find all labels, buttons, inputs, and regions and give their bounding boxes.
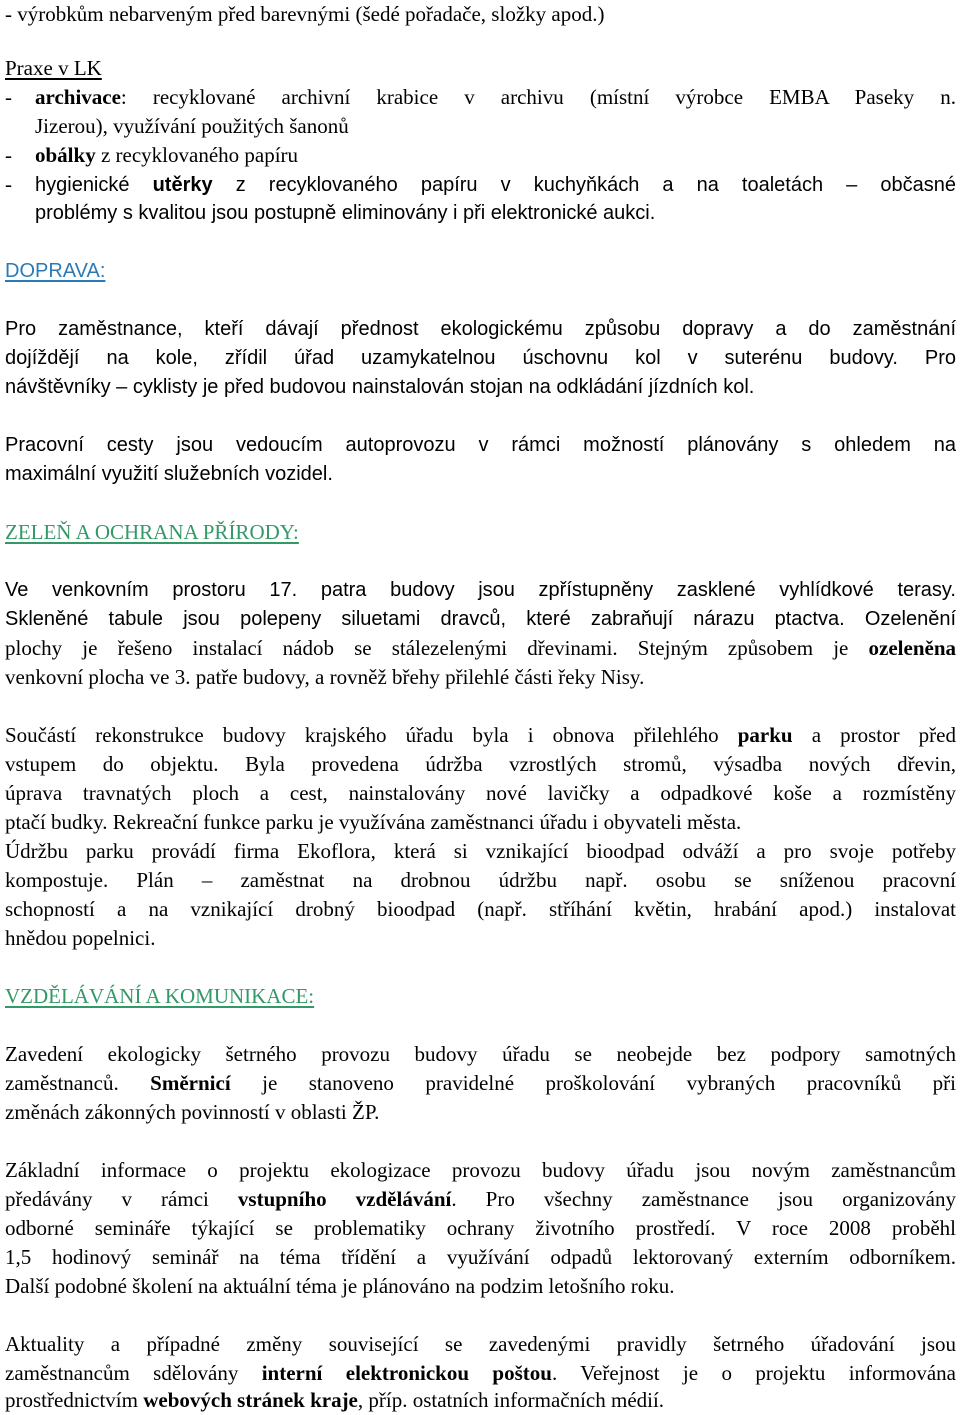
section-heading-vzdelavani: VZDĚLÁVÁNÍ A KOMUNIKACE: bbox=[5, 984, 315, 1008]
paragraph-line: venkovní plocha ve 3. patře budovy, a rovněž břehy přilehlé části řeky Nisy. bbox=[5, 665, 645, 689]
paragraph-line: Další podobné školení na aktuální téma je plánováno na podzim letošního roku. bbox=[5, 1274, 675, 1298]
paragraph-line: Ve venkovním prostoru 17. patra budovy jsou zpřístupněny zasklené vyhlídkové terasy. bbox=[5, 579, 956, 601]
section-heading-zelen: ZELEŇ A OCHRANA PŘÍRODY: bbox=[5, 520, 299, 544]
paragraph-line: předávány v rámci vstupního vzdělávání. Pro všechny zaměstnance jsou organizovány bbox=[5, 1187, 956, 1211]
paragraph-line: Pro zaměstnance, kteří dávají přednost ekologickému způsobu dopravy a do zaměstnání bbox=[5, 318, 956, 340]
paragraph-line: odborné semináře týkající se problematiky ochrany životního prostředí. V roce 2008 proběhl bbox=[5, 1216, 956, 1240]
parku-bold: parku bbox=[737, 723, 793, 747]
paragraph-line: hnědou popelnici. bbox=[5, 926, 156, 950]
paragraph-line: maximální využití služebních vozidel. bbox=[5, 463, 333, 485]
paragraph-line: prostřednictvím webových stránek kraje, příp. ostatních informačních médií. bbox=[5, 1388, 665, 1412]
paragraph-line: Skleněné tabule jsou polepeny siluetami dravců, které zabraňují nárazu ptactva. Ozelenění bbox=[5, 608, 956, 630]
paragraph-line: vstupem do objektu. Byla provedena údržba vzrostlých stromů, výsadba nových dřevin, bbox=[5, 752, 956, 776]
paragraph-line: úprava travnatých ploch a cest, nainstalovány nové lavičky a odpadkové koše a rozmístěny bbox=[5, 781, 956, 805]
paragraph-line: plochy je řešeno instalací nádob se stálezelenými dřevinami. Stejným způsobem je ozeleněna bbox=[5, 636, 956, 660]
paragraph-line: 1,5 hodinový seminář na téma třídění a využívání odpadů lektorovaný externím odborníkem. bbox=[5, 1245, 956, 1269]
paragraph-line: zaměstnancům sdělovány interní elektronickou poštou. Veřejnost je o projektu informována bbox=[5, 1361, 956, 1385]
bullet-end-line: - výrobkům nebarveným před barevnými (šedé pořadače, složky apod.) bbox=[5, 2, 605, 26]
list-item-archivace-cont: Jizerou), využívání použitých šanonů bbox=[35, 114, 349, 138]
paragraph-line: změnách zákonných povinností v oblasti ŽP. bbox=[5, 1100, 380, 1124]
vstupniho-vzdelavani-bold: vstupního vzdělávání bbox=[237, 1187, 452, 1211]
webove-stranky-bold: webových stránek kraje bbox=[143, 1388, 358, 1412]
paragraph-line: Aktuality a případné změny související se zavedenými pravidly šetrného úřadování jsou bbox=[5, 1332, 956, 1356]
paragraph-line: schopností a na vznikající drobný bioodpad (např. stříhání květin, hrabání apod.) instalovat bbox=[5, 897, 956, 921]
section-heading-doprava: DOPRAVA: bbox=[5, 260, 106, 282]
praxe-title: Praxe v LK bbox=[5, 56, 102, 80]
list-item-obalky: - obálky z recyklovaného papíru bbox=[5, 143, 299, 167]
ozelenena-bold: ozeleněna bbox=[868, 636, 956, 660]
paragraph-line: kompostuje. Plán – zaměstnat na drobnou údržbu např. osobu se sníženou pracovní bbox=[5, 868, 956, 892]
smernici-bold: Směrnicí bbox=[150, 1071, 231, 1095]
paragraph-line: návštěvníky – cyklisty je před budovou nainstalován stojan na odkládání jízdních kol. bbox=[5, 376, 755, 398]
paragraph-line: Součástí rekonstrukce budovy krajského úřadu byla i obnova přilehlého parku a prostor před bbox=[5, 723, 956, 747]
paragraph-line: dojíždějí na kole, zřídil úřad uzamykatelnou úschovnu kol v suterénu budovy. Pro bbox=[5, 347, 956, 369]
paragraph-line: Pracovní cesty jsou vedoucím autoprovozu v rámci možností plánovány s ohledem na bbox=[5, 434, 956, 456]
paragraph-line: zaměstnanců. Směrnicí je stanoveno pravidelné proškolování vybraných pracovníků při bbox=[5, 1071, 956, 1095]
interni-posta-bold: interní elektronickou poštou bbox=[261, 1361, 552, 1385]
uterky-bold: utěrky bbox=[152, 174, 213, 196]
paragraph-line: Zavedení ekologicky šetrného provozu budovy úřadu se neobejde bez podpory samotných bbox=[5, 1042, 956, 1066]
paragraph-line: Základní informace o projektu ekologizace provozu budovy úřadu jsou novým zaměstnancům bbox=[5, 1158, 956, 1182]
paragraph-line: ptačí budky. Rekreační funkce parku je využívána zaměstnanci úřadu i obyvateli města. bbox=[5, 810, 742, 834]
archivace-bold: archivace bbox=[35, 85, 121, 109]
obalky-bold: obálky bbox=[35, 143, 96, 167]
paragraph-line: Údržbu parku provádí firma Ekoflora, která si vznikající bioodpad odváží a pro svoje potřeby bbox=[5, 839, 956, 863]
list-item-uterky: - hygienické utěrky z recyklovaného papíru v kuchyňkách a na toaletách – občasné bbox=[5, 172, 957, 196]
list-item-uterky-cont: problémy s kvalitou jsou postupně eliminovány i při elektronické aukci. bbox=[35, 202, 656, 224]
list-item-archivace: - archivace: recyklované archivní krabice v archivu (místní výrobce EMBA Paseky n. bbox=[5, 85, 956, 109]
